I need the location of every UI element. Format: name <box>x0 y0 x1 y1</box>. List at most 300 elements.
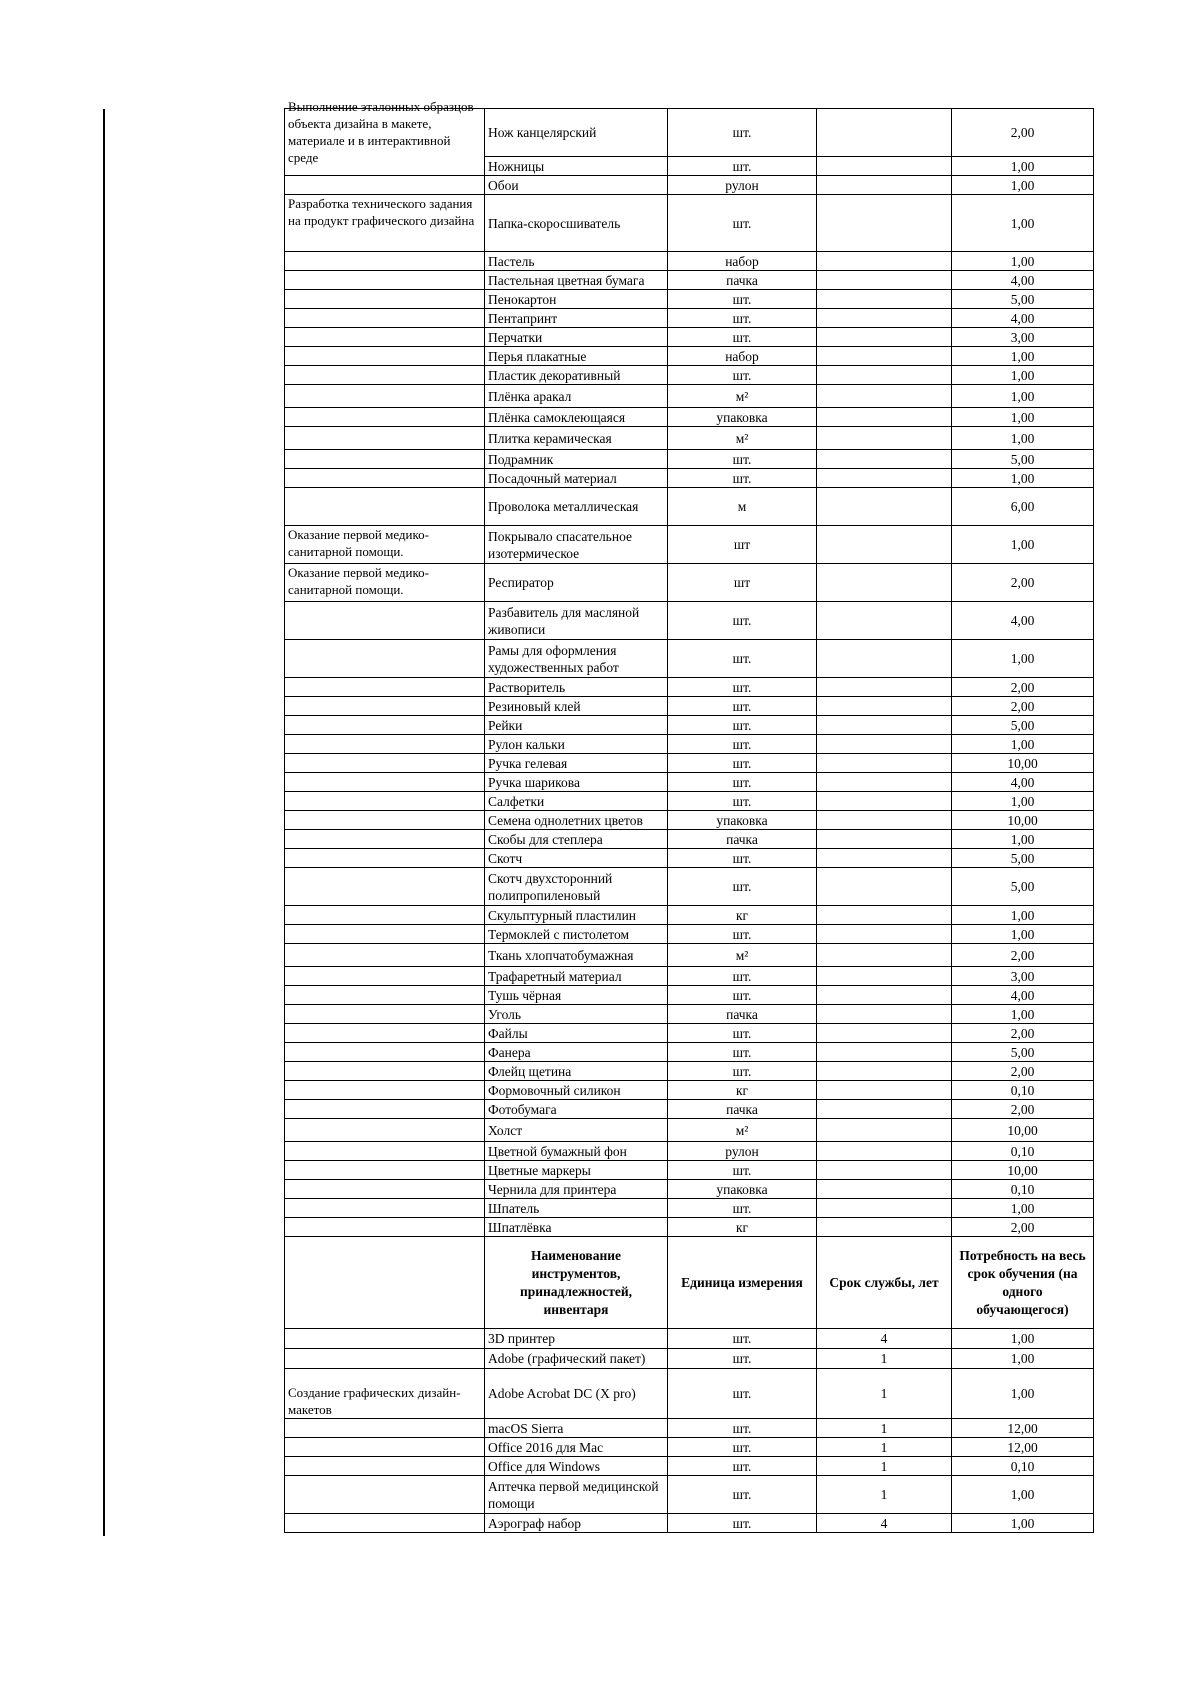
service-life-cell <box>817 830 952 849</box>
item-name-cell: Растворитель <box>485 678 668 697</box>
unit-cell: шт. <box>668 716 817 735</box>
unit-cell: шт. <box>668 328 817 347</box>
quantity-cell: 5,00 <box>952 716 1094 735</box>
service-life-cell <box>817 469 952 488</box>
item-name-cell: Adobe Acrobat DC (X pro) <box>485 1369 668 1419</box>
table-row <box>285 385 1094 408</box>
tools-header-row <box>285 1237 1094 1329</box>
unit-cell: шт. <box>668 792 817 811</box>
quantity-cell: 1,00 <box>952 366 1094 385</box>
activity-cell <box>285 773 485 792</box>
item-name-cell: Разбавитель для масляной живописи <box>485 602 668 640</box>
service-life-cell: 1 <box>817 1349 952 1369</box>
quantity-cell: 12,00 <box>952 1438 1094 1457</box>
quantity-cell: 3,00 <box>952 967 1094 986</box>
quantity-cell: 2,00 <box>952 678 1094 697</box>
service-life-cell <box>817 1218 952 1237</box>
table-row <box>285 109 1094 157</box>
service-life-cell <box>817 109 952 157</box>
activity-cell <box>285 1419 485 1438</box>
table-row <box>285 849 1094 868</box>
table-row <box>285 1180 1094 1199</box>
item-name-cell: 3D принтер <box>485 1329 668 1349</box>
service-life-cell <box>817 427 952 450</box>
table-row <box>285 1419 1094 1438</box>
quantity-cell: 5,00 <box>952 290 1094 309</box>
table-row <box>285 1119 1094 1142</box>
unit-cell: шт. <box>668 1457 817 1476</box>
table-row <box>285 469 1094 488</box>
item-name-cell: Фанера <box>485 1043 668 1062</box>
service-life-cell <box>817 678 952 697</box>
table-row <box>285 366 1094 385</box>
unit-cell: кг <box>668 906 817 925</box>
activity-cell <box>285 347 485 366</box>
activity-cell <box>285 944 485 967</box>
quantity-cell: 5,00 <box>952 450 1094 469</box>
activity-cell <box>285 1180 485 1199</box>
service-life-cell <box>817 157 952 176</box>
quantity-cell: 1,00 <box>952 1005 1094 1024</box>
unit-cell: м² <box>668 1119 817 1142</box>
item-name-cell: Салфетки <box>485 792 668 811</box>
item-name-cell: Посадочный материал <box>485 469 668 488</box>
unit-cell: м² <box>668 944 817 967</box>
quantity-cell: 2,00 <box>952 1024 1094 1043</box>
unit-cell: шт. <box>668 967 817 986</box>
service-life-cell <box>817 290 952 309</box>
item-name-cell: Скульптурный пластилин <box>485 906 668 925</box>
quantity-cell: 2,00 <box>952 1062 1094 1081</box>
activity-cell <box>285 1161 485 1180</box>
table-row <box>285 830 1094 849</box>
item-name-cell: Adobe (графический пакет) <box>485 1349 668 1369</box>
activity-cell <box>285 450 485 469</box>
activity-cell <box>285 1024 485 1043</box>
left-margin-rule <box>103 109 105 1536</box>
unit-cell: шт. <box>668 195 817 252</box>
item-name-cell: Семена однолетних цветов <box>485 811 668 830</box>
quantity-cell: 1,00 <box>952 1199 1094 1218</box>
activity-cell <box>285 309 485 328</box>
unit-cell: шт. <box>668 1329 817 1349</box>
table-row <box>285 1161 1094 1180</box>
unit-cell: шт. <box>668 1476 817 1514</box>
unit-cell: упаковка <box>668 811 817 830</box>
item-name-cell: Пенокартон <box>485 290 668 309</box>
quantity-cell: 0,10 <box>952 1142 1094 1161</box>
requirements-table-body <box>285 99 1094 1533</box>
service-life-cell <box>817 1119 952 1142</box>
quantity-cell: 1,00 <box>952 469 1094 488</box>
table-row <box>285 1218 1094 1237</box>
unit-cell: набор <box>668 347 817 366</box>
unit-cell: шт. <box>668 735 817 754</box>
item-name-cell: Скобы для степлера <box>485 830 668 849</box>
quantity-cell: 1,00 <box>952 640 1094 678</box>
quantity-cell: 1,00 <box>952 385 1094 408</box>
unit-cell: шт. <box>668 1043 817 1062</box>
item-name-cell: Флейц щетина <box>485 1062 668 1081</box>
service-life-cell <box>817 1062 952 1081</box>
table-row <box>285 735 1094 754</box>
unit-cell: шт. <box>668 1024 817 1043</box>
service-life-cell <box>817 773 952 792</box>
table-row <box>285 526 1094 564</box>
item-name-cell: Плитка керамическая <box>485 427 668 450</box>
activity-cell <box>285 925 485 944</box>
activity-cell <box>285 1119 485 1142</box>
table-row <box>285 868 1094 906</box>
quantity-cell: 2,00 <box>952 1218 1094 1237</box>
quantity-cell: 2,00 <box>952 944 1094 967</box>
service-life-cell: 1 <box>817 1438 952 1457</box>
table-row <box>285 290 1094 309</box>
table-row <box>285 328 1094 347</box>
quantity-cell: 4,00 <box>952 602 1094 640</box>
quantity-cell: 12,00 <box>952 1419 1094 1438</box>
item-name-cell: Шпатель <box>485 1199 668 1218</box>
table-row <box>285 1349 1094 1369</box>
service-life-cell <box>817 640 952 678</box>
service-life-cell <box>817 906 952 925</box>
item-name-cell: Скотч двухсторонний полипропиленовый <box>485 868 668 906</box>
quantity-cell: 1,00 <box>952 195 1094 252</box>
service-life-cell <box>817 1180 952 1199</box>
table-row <box>285 252 1094 271</box>
unit-cell: шт. <box>668 1161 817 1180</box>
table-row <box>285 1514 1094 1533</box>
service-life-cell <box>817 526 952 564</box>
service-life-cell: 1 <box>817 1457 952 1476</box>
service-life-cell <box>817 408 952 427</box>
activity-cell <box>285 1349 485 1369</box>
service-life-cell <box>817 811 952 830</box>
activity-cell <box>285 849 485 868</box>
activity-cell <box>285 1142 485 1161</box>
quantity-cell: 1,00 <box>952 526 1094 564</box>
table-row <box>285 1100 1094 1119</box>
item-name-cell: Проволока металлическая <box>485 488 668 526</box>
activity-cell <box>285 640 485 678</box>
service-life-cell: 1 <box>817 1419 952 1438</box>
quantity-cell: 1,00 <box>952 408 1094 427</box>
quantity-cell: 6,00 <box>952 488 1094 526</box>
activity-cell <box>285 716 485 735</box>
unit-cell: рулон <box>668 1142 817 1161</box>
activity-cell <box>285 408 485 427</box>
quantity-cell: 1,00 <box>952 347 1094 366</box>
item-name-cell: Перья плакатные <box>485 347 668 366</box>
header-qty: Потребность на весь срок обучения (на одного обучающегося) <box>952 1237 1094 1329</box>
quantity-cell: 4,00 <box>952 773 1094 792</box>
unit-cell: кг <box>668 1081 817 1100</box>
table-row <box>285 1438 1094 1457</box>
activity-cell <box>285 906 485 925</box>
item-name-cell: Нож канцелярский <box>485 109 668 157</box>
unit-cell: рулон <box>668 176 817 195</box>
unit-cell: шт. <box>668 309 817 328</box>
service-life-cell <box>817 868 952 906</box>
service-life-cell <box>817 716 952 735</box>
header-empty-cell <box>285 1237 485 1329</box>
item-name-cell: Перчатки <box>485 328 668 347</box>
activity-cell <box>285 868 485 906</box>
quantity-cell: 1,00 <box>952 1349 1094 1369</box>
activity-cell <box>285 1081 485 1100</box>
activity-cell <box>285 792 485 811</box>
unit-cell: м² <box>668 427 817 450</box>
quantity-cell: 1,00 <box>952 176 1094 195</box>
quantity-cell: 10,00 <box>952 1161 1094 1180</box>
table-row <box>285 427 1094 450</box>
item-name-cell: Office 2016 для Mac <box>485 1438 668 1457</box>
table-row <box>285 925 1094 944</box>
unit-cell: шт. <box>668 1369 817 1419</box>
table-row <box>285 564 1094 602</box>
item-name-cell: Цветной бумажный фон <box>485 1142 668 1161</box>
activity-cell <box>285 385 485 408</box>
unit-cell: упаковка <box>668 408 817 427</box>
unit-cell: шт. <box>668 1438 817 1457</box>
table-row <box>285 640 1094 678</box>
activity-cell <box>285 697 485 716</box>
quantity-cell: 1,00 <box>952 1514 1094 1533</box>
unit-cell: шт. <box>668 754 817 773</box>
activity-cell <box>285 99 485 176</box>
item-name-cell: Аптечка первой медицинской помощи <box>485 1476 668 1514</box>
item-name-cell: Аэрограф набор <box>485 1514 668 1533</box>
quantity-cell: 1,00 <box>952 427 1094 450</box>
activity-cell <box>285 1043 485 1062</box>
activity-text: Выполнение эталонных образцов объекта дизайна в макете, материале и в интерактивной среде <box>288 99 474 165</box>
unit-cell: кг <box>668 1218 817 1237</box>
service-life-cell <box>817 1142 952 1161</box>
quantity-cell: 2,00 <box>952 109 1094 157</box>
table-row <box>285 347 1094 366</box>
activity-cell <box>285 1329 485 1349</box>
unit-cell: шт. <box>668 678 817 697</box>
item-name-cell: Плёнка самоклеющаяся <box>485 408 668 427</box>
quantity-cell: 1,00 <box>952 735 1094 754</box>
service-life-cell: 4 <box>817 1329 952 1349</box>
header-life: Срок службы, лет <box>817 1237 952 1329</box>
service-life-cell <box>817 309 952 328</box>
unit-cell: шт. <box>668 109 817 157</box>
table-row <box>285 967 1094 986</box>
unit-cell: пачка <box>668 271 817 290</box>
service-life-cell <box>817 1100 952 1119</box>
quantity-cell: 10,00 <box>952 1119 1094 1142</box>
service-life-cell <box>817 697 952 716</box>
unit-cell: шт. <box>668 697 817 716</box>
header-unit: Единица измерения <box>668 1237 817 1329</box>
table-row <box>285 271 1094 290</box>
activity-cell <box>285 1100 485 1119</box>
quantity-cell: 1,00 <box>952 252 1094 271</box>
unit-cell: шт. <box>668 450 817 469</box>
service-life-cell: 1 <box>817 1369 952 1419</box>
table-row <box>285 408 1094 427</box>
activity-cell <box>285 366 485 385</box>
service-life-cell <box>817 849 952 868</box>
service-life-cell <box>817 347 952 366</box>
table-row <box>285 450 1094 469</box>
table-row <box>285 1005 1094 1024</box>
item-name-cell: Пластик декоративный <box>485 366 668 385</box>
quantity-cell: 4,00 <box>952 986 1094 1005</box>
item-name-cell: Термоклей с пистолетом <box>485 925 668 944</box>
activity-cell <box>285 1457 485 1476</box>
table-row <box>285 602 1094 640</box>
table-row <box>285 906 1094 925</box>
unit-cell: шт. <box>668 366 817 385</box>
table-row <box>285 792 1094 811</box>
item-name-cell: Скотч <box>485 849 668 868</box>
table-row <box>285 1024 1094 1043</box>
unit-cell: м² <box>668 385 817 408</box>
quantity-cell: 1,00 <box>952 925 1094 944</box>
table-row <box>285 1329 1094 1349</box>
item-name-cell: Резиновый клей <box>485 697 668 716</box>
service-life-cell <box>817 564 952 602</box>
table-row <box>285 1043 1094 1062</box>
unit-cell: шт. <box>668 469 817 488</box>
quantity-cell: 5,00 <box>952 1043 1094 1062</box>
unit-cell: шт. <box>668 1199 817 1218</box>
item-name-cell: Холст <box>485 1119 668 1142</box>
service-life-cell <box>817 925 952 944</box>
table-row <box>285 716 1094 735</box>
service-life-cell <box>817 1005 952 1024</box>
activity-cell <box>285 1199 485 1218</box>
requirements-table <box>284 99 1094 1533</box>
unit-cell: шт. <box>668 849 817 868</box>
item-name-cell: Пастельная цветная бумага <box>485 271 668 290</box>
item-name-cell: Подрамник <box>485 450 668 469</box>
quantity-cell: 4,00 <box>952 309 1094 328</box>
activity-cell <box>285 1476 485 1514</box>
service-life-cell <box>817 986 952 1005</box>
unit-cell: пачка <box>668 830 817 849</box>
unit-cell: шт <box>668 526 817 564</box>
table-row <box>285 1142 1094 1161</box>
item-name-cell: Рулон кальки <box>485 735 668 754</box>
table-row <box>285 697 1094 716</box>
table-row <box>285 773 1094 792</box>
table-row <box>285 176 1094 195</box>
item-name-cell: Цветные маркеры <box>485 1161 668 1180</box>
item-name-cell: Ткань хлопчатобумажная <box>485 944 668 967</box>
activity-cell <box>285 1438 485 1457</box>
activity-cell <box>285 290 485 309</box>
activity-cell <box>285 1062 485 1081</box>
table-row <box>285 488 1094 526</box>
unit-cell: шт. <box>668 290 817 309</box>
quantity-cell: 1,00 <box>952 906 1094 925</box>
table-row <box>285 1369 1094 1419</box>
unit-cell: шт. <box>668 925 817 944</box>
item-name-cell: Покрывало спасательное изотермическое <box>485 526 668 564</box>
quantity-cell: 1,00 <box>952 1476 1094 1514</box>
activity-cell <box>285 754 485 773</box>
item-name-cell: Тушь чёрная <box>485 986 668 1005</box>
unit-cell: упаковка <box>668 1180 817 1199</box>
quantity-cell: 4,00 <box>952 271 1094 290</box>
unit-cell: шт. <box>668 1062 817 1081</box>
quantity-cell: 0,10 <box>952 1180 1094 1199</box>
quantity-cell: 2,00 <box>952 1100 1094 1119</box>
activity-cell <box>285 986 485 1005</box>
quantity-cell: 2,00 <box>952 697 1094 716</box>
table-row <box>285 944 1094 967</box>
service-life-cell <box>817 366 952 385</box>
activity-cell <box>285 469 485 488</box>
service-life-cell <box>817 1043 952 1062</box>
service-life-cell <box>817 450 952 469</box>
activity-cell <box>285 1005 485 1024</box>
table-row <box>285 754 1094 773</box>
item-name-cell: Office для Windows <box>485 1457 668 1476</box>
activity-cell <box>285 271 485 290</box>
quantity-cell: 3,00 <box>952 328 1094 347</box>
service-life-cell <box>817 328 952 347</box>
activity-cell <box>285 678 485 697</box>
table-row <box>285 1457 1094 1476</box>
item-name-cell: Рамы для оформления художественных работ <box>485 640 668 678</box>
item-name-cell: Трафаретный материал <box>485 967 668 986</box>
service-life-cell <box>817 1199 952 1218</box>
quantity-cell: 1,00 <box>952 157 1094 176</box>
activity-cell: Оказание первой медико-санитарной помощи. <box>285 526 485 564</box>
item-name-cell: Пастель <box>485 252 668 271</box>
header-name: Наименование инструментов, принадлежностей, инвентаря <box>485 1237 668 1329</box>
quantity-cell: 0,10 <box>952 1081 1094 1100</box>
item-name-cell: Ножницы <box>485 157 668 176</box>
item-name-cell: Чернила для принтера <box>485 1180 668 1199</box>
table-row <box>285 309 1094 328</box>
quantity-cell: 10,00 <box>952 754 1094 773</box>
table-row <box>285 1081 1094 1100</box>
activity-cell <box>285 735 485 754</box>
activity-cell <box>285 967 485 986</box>
activity-cell <box>285 488 485 526</box>
activity-cell <box>285 602 485 640</box>
activity-cell <box>285 811 485 830</box>
quantity-cell: 5,00 <box>952 868 1094 906</box>
service-life-cell <box>817 1024 952 1043</box>
item-name-cell: Рейки <box>485 716 668 735</box>
unit-cell: шт. <box>668 602 817 640</box>
unit-cell: пачка <box>668 1005 817 1024</box>
activity-cell <box>285 1514 485 1533</box>
activity-cell: Оказание первой медико-санитарной помощи. <box>285 564 485 602</box>
unit-cell: шт. <box>668 640 817 678</box>
service-life-cell <box>817 735 952 754</box>
unit-cell: шт. <box>668 868 817 906</box>
activity-cell <box>285 176 485 195</box>
quantity-cell: 10,00 <box>952 811 1094 830</box>
unit-cell: шт. <box>668 1419 817 1438</box>
unit-cell: шт. <box>668 986 817 1005</box>
quantity-cell: 0,10 <box>952 1457 1094 1476</box>
unit-cell: шт. <box>668 157 817 176</box>
unit-cell: набор <box>668 252 817 271</box>
table-row <box>285 195 1094 252</box>
quantity-cell: 5,00 <box>952 849 1094 868</box>
unit-cell: шт. <box>668 773 817 792</box>
service-life-cell <box>817 488 952 526</box>
